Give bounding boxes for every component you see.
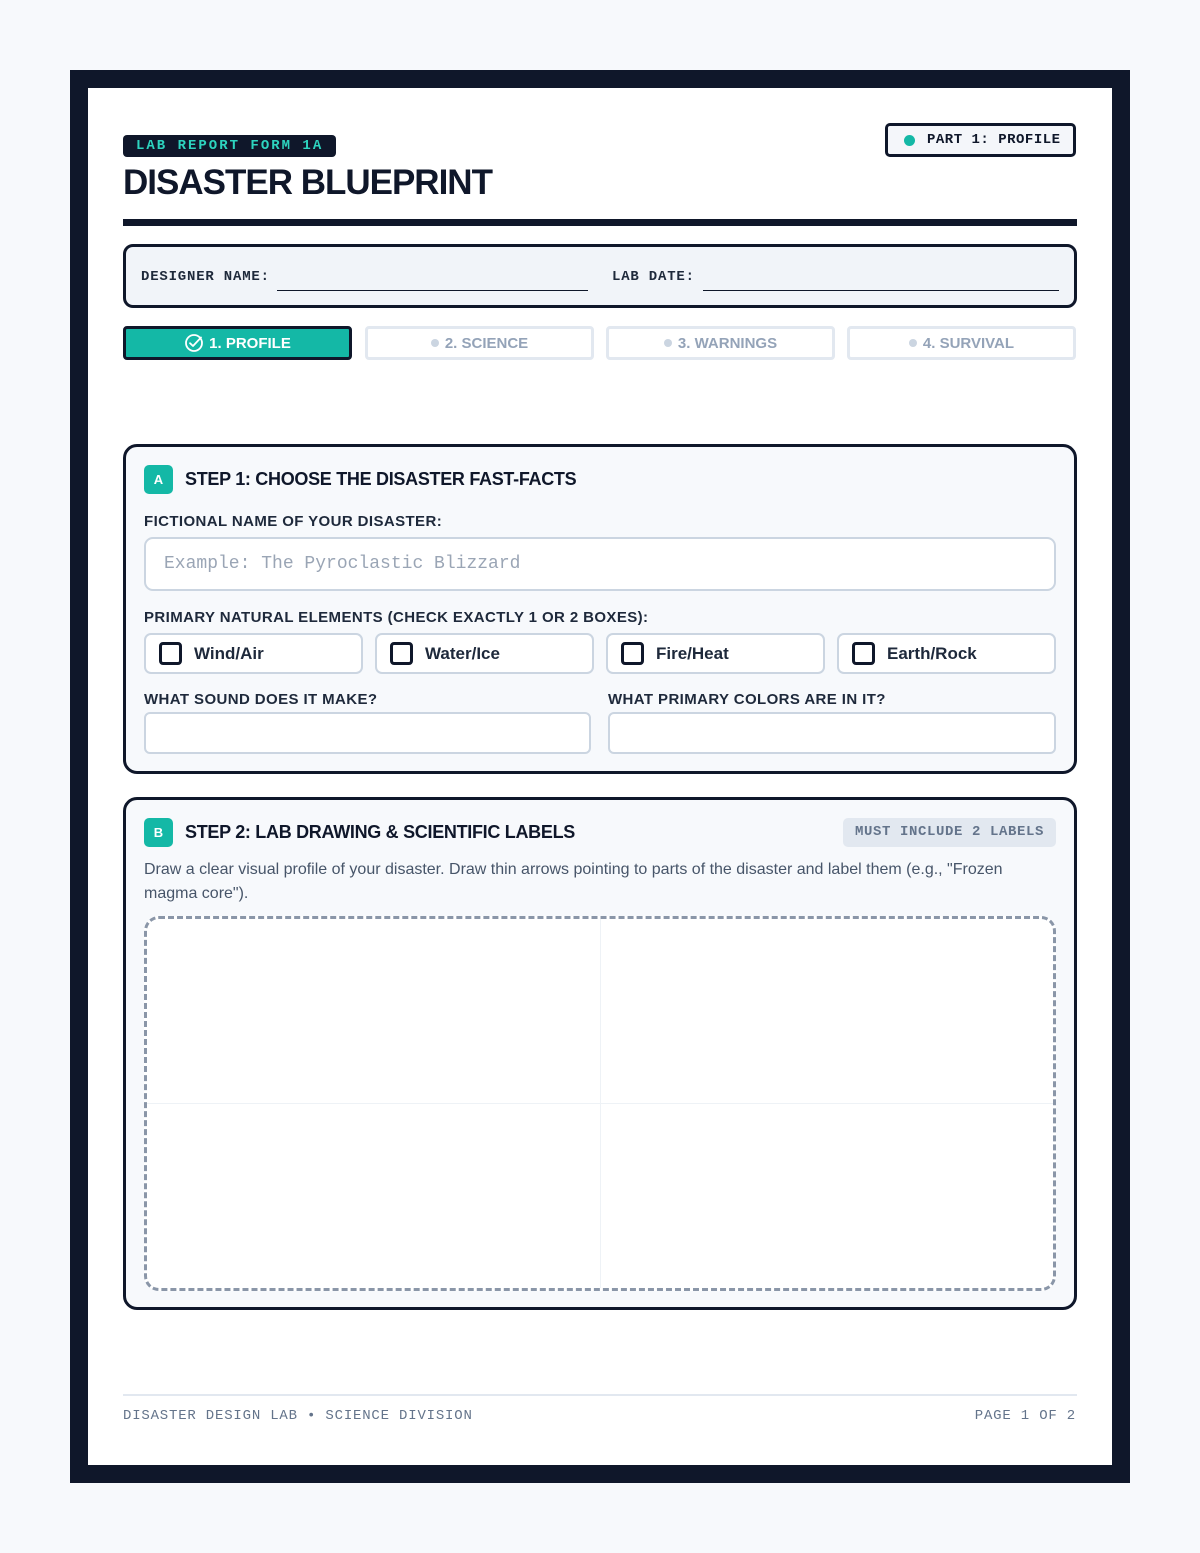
drawing-area[interactable]: [144, 916, 1056, 1291]
colors-input[interactable]: [608, 712, 1056, 754]
checkbox[interactable]: [852, 642, 875, 665]
sound-input[interactable]: [144, 712, 591, 754]
footer-page-number: PAGE 1 OF 2: [974, 1408, 1076, 1424]
elements-label: PRIMARY NATURAL ELEMENTS (CHECK EXACTLY 1 OR 2 BOXES):: [144, 609, 649, 626]
status-dot-icon: [904, 135, 915, 146]
section-title: STEP 1: CHOOSE THE DISASTER FAST-FACTS: [185, 469, 577, 489]
checkbox[interactable]: [621, 642, 644, 665]
checkbox[interactable]: [159, 642, 182, 665]
tab-science[interactable]: [365, 326, 594, 360]
designer-info-box: [123, 244, 1077, 308]
lab-date-label: LAB DATE:: [612, 269, 695, 285]
requirement-badge: MUST INCLUDE 2 LABELS: [843, 818, 1056, 847]
element-option-fire[interactable]: [606, 633, 825, 674]
sound-label: WHAT SOUND DOES IT MAKE?: [144, 691, 378, 708]
part-badge-label: PART 1: PROFILE: [927, 132, 1061, 148]
section-lab-drawing: [123, 797, 1077, 1310]
check-circle-icon: [184, 333, 204, 353]
footer-divider: [123, 1394, 1077, 1396]
section-fast-facts: [123, 444, 1077, 774]
tab-warnings[interactable]: [606, 326, 835, 360]
title-divider: [123, 219, 1077, 226]
tab-label: 3. WARNINGS: [677, 334, 778, 352]
tab-profile[interactable]: [123, 326, 352, 360]
checkbox[interactable]: [390, 642, 413, 665]
form-badge: LAB REPORT FORM 1A: [123, 135, 336, 157]
section-letter-badge: A: [144, 465, 173, 494]
drawing-guide-horizontal: [147, 1103, 1053, 1104]
drawing-instructions: Draw a clear visual profile of your disaster. Draw thin arrows pointing to parts of the disaster and label them (e.g., "Frozen magma core").: [144, 861, 1003, 902]
disaster-name-input[interactable]: [144, 537, 1056, 591]
element-option-earth[interactable]: [837, 633, 1056, 674]
section-title: STEP 2: LAB DRAWING & SCIENTIFIC LABELS: [185, 822, 575, 842]
lab-date-field[interactable]: [703, 290, 1059, 291]
element-option-wind[interactable]: [144, 633, 363, 674]
tab-label: 4. SURVIVAL: [922, 334, 1015, 352]
page-title: DISASTER BLUEPRINT: [123, 163, 492, 202]
tab-survival[interactable]: [847, 326, 1076, 360]
element-option-label: Fire/Heat: [656, 643, 729, 663]
dot-icon: [431, 339, 439, 347]
element-option-label: Earth/Rock: [887, 643, 977, 663]
designer-name-label: DESIGNER NAME:: [141, 269, 270, 285]
element-option-water[interactable]: [375, 633, 594, 674]
tab-label: 2. SCIENCE: [444, 334, 529, 352]
disaster-name-label: FICTIONAL NAME OF YOUR DISASTER:: [144, 513, 443, 530]
dot-icon: [909, 339, 917, 347]
designer-name-field[interactable]: [277, 290, 588, 291]
footer-lab-name: DISASTER DESIGN LAB • SCIENCE DIVISION: [123, 1408, 473, 1424]
element-option-label: Wind/Air: [194, 643, 264, 663]
dot-icon: [664, 339, 672, 347]
colors-label: WHAT PRIMARY COLORS ARE IN IT?: [608, 691, 886, 708]
tab-label: 1. PROFILE: [209, 334, 291, 352]
section-letter-badge: B: [144, 818, 173, 847]
part-badge: [885, 123, 1076, 157]
element-option-label: Water/Ice: [425, 643, 500, 663]
